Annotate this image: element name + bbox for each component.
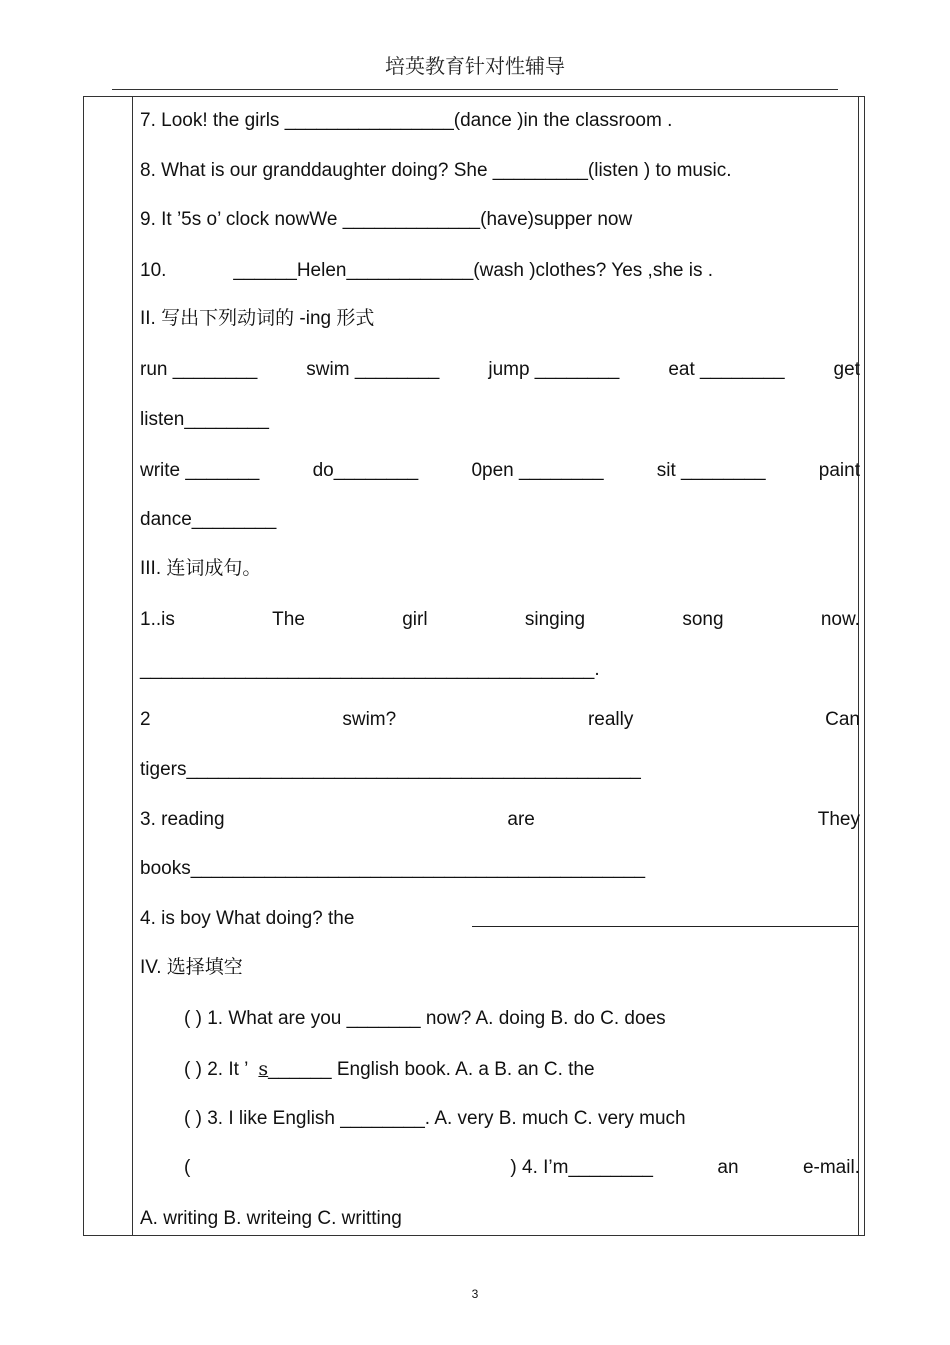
choice-question-3: ( ) 3. I like English ________. A. very B. much C. very much [184, 1108, 686, 1129]
word: now. [820, 609, 860, 630]
sentence-3-words [140, 808, 860, 832]
ing-row-1b: listen________ [140, 409, 269, 430]
word: singing [524, 609, 586, 630]
ing-word: swim ________ [306, 359, 440, 380]
sentence-2-answer: tigers___________________________________________ [140, 759, 641, 780]
ing-row-2b: dance________ [140, 509, 277, 530]
ing-word: write _______ [140, 460, 260, 481]
section-4-title: IV. 选择填空 [140, 957, 243, 978]
word: The [272, 609, 305, 630]
word: song [682, 609, 724, 630]
ing-row-1 [140, 358, 860, 382]
page-number: 3 [471, 1287, 479, 1301]
word: 3. reading [140, 809, 225, 830]
word: They [817, 809, 860, 830]
word: girl [402, 609, 428, 630]
word: Can [825, 709, 860, 730]
word: really [587, 709, 634, 730]
choice-question-4-stem: ) 4. I’m________ [510, 1157, 653, 1178]
section-3-title: III. 连词成句。 [140, 558, 262, 579]
choice-question-4-options: A. writing B. writeing C. writting [140, 1208, 402, 1229]
table-divider-left [132, 96, 133, 1236]
ing-word: 0pen ________ [471, 460, 604, 481]
ing-word: do________ [312, 460, 419, 481]
ing-word: jump ________ [488, 359, 620, 380]
word: are [507, 809, 535, 830]
header-rule [112, 89, 838, 90]
ing-row-2 [140, 459, 860, 483]
page-header: 培英教育针对性辅导 [385, 54, 565, 78]
ing-word: paint [818, 460, 860, 481]
question-10-text: ______Helen____________(wash )clothes? Yes ,she is . [233, 260, 714, 281]
sentence-1-words [140, 608, 860, 632]
word: swim? [342, 709, 397, 730]
question-7: 7. Look! the girls ________________(dance )in the classroom . [140, 110, 673, 131]
sentence-4-words: 4. is boy What doing? the [140, 908, 355, 929]
section-2-title: II. 写出下列动词的 -ing 形式 [140, 308, 375, 329]
sentence-1-answer: ___________________________________________. [140, 659, 600, 680]
sentence-2-words [140, 708, 860, 732]
choice-question-2: ( ) 2. It ’ s______ English book. A. a B. an C. the [184, 1058, 595, 1080]
choice-question-2-answer: s [258, 1058, 269, 1080]
word: 1..is [140, 609, 175, 630]
ing-word: get [833, 359, 860, 380]
question-10-number: 10. [140, 260, 167, 281]
table-divider-right [858, 96, 859, 1236]
choice-question-4: ( ) 4. I’m________ an e-mail. [184, 1157, 860, 1178]
ing-word: eat ________ [668, 359, 785, 380]
word: 2 [140, 709, 151, 730]
ing-word: sit ________ [656, 460, 766, 481]
question-10 [140, 259, 713, 283]
choice-question-1: ( ) 1. What are you _______ now? A. doing B. do C. does [184, 1008, 666, 1029]
sentence-3-answer: books___________________________________________ [140, 858, 646, 879]
question-9: 9. It ’5s o’ clock nowWe _____________(have)supper now [140, 209, 633, 230]
sentence-4-answer-blank [472, 906, 858, 927]
question-8: 8. What is our granddaughter doing? She _________(listen ) to music. [140, 160, 732, 181]
ing-word: run ________ [140, 359, 258, 380]
